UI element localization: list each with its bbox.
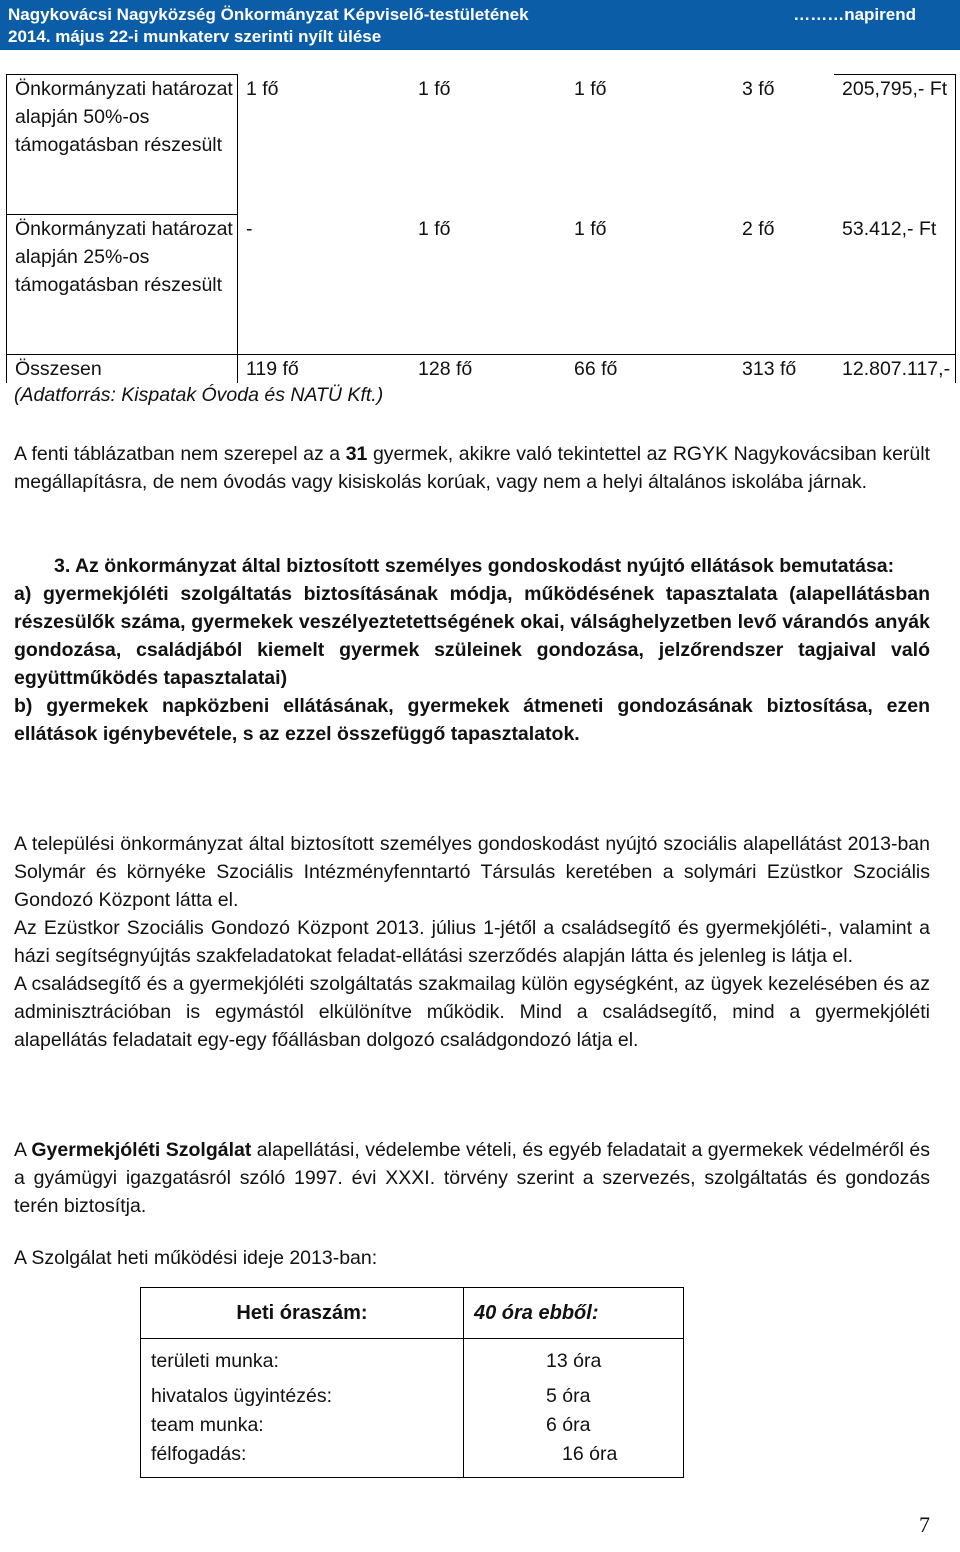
hours-labels: [141, 1339, 464, 1478]
bold-number: 31: [345, 443, 368, 465]
row-label: Összesen: [7, 355, 238, 384]
table-row: [7, 215, 956, 355]
section-3: [14, 552, 930, 748]
header-weekly-hours: Heti óraszám:: [141, 1288, 464, 1339]
hours-label: területi munka:: [151, 1350, 279, 1372]
cell: 66 fő: [566, 355, 734, 384]
page-number: 7: [919, 1512, 930, 1537]
sentence: A családsegítő és a gyermekjóléti szolgáltatás szakmailag külön egységként, az ügyek kezelésében és az adminisztrációban is egymástól elkülönítve működik. Mind a családsegítő, mind a gyermekjóléti alapellátás feladatait egy-egy főállásban dolgozó családgondozó látja el.: [14, 973, 930, 1051]
paragraph-child-welfare: [14, 1136, 930, 1220]
text-span: gyermek, akikre való tekintettel az RGYK Nagykovácsiban került megállapításra, de nem óvodás vagy kisiskolás korúak, vagy nem a helyi általános iskolába járnak.: [14, 443, 931, 493]
hours-values: [464, 1339, 684, 1478]
section-item-b: b) gyermekek napközbeni ellátásának, gyermekek átmeneti gondozásának biztosítása, ezen ellátások igénybevétele, s az ezzel összefüggő tapasztalatok.: [14, 695, 930, 745]
text-span: A fenti táblázatban nem szerepel az a: [14, 443, 346, 465]
hours-table: [140, 1287, 684, 1478]
row-label: Önkormányzati határozat alapján 50%-os támogatásban részesült: [7, 75, 238, 215]
cell: 3 fő: [742, 77, 775, 100]
sentence: Az Ezüstkor Szociális Gondozó Központ 2013. július 1-jétől a családsegítő és gyermekjóléti-, valamint a házi segítségnyújtás szakfeladatokat feladat-ellátási szerződés alapján látta és jelenleg is látja el.: [14, 917, 930, 967]
hours-value: 16 óra: [562, 1443, 618, 1465]
hours-value: 13 óra: [546, 1350, 602, 1372]
sentence: A települési önkormányzat által biztosított személyes gondoskodást nyújtó szociális alapellátást 2013-ban Solymár és környéke Szociális Intézményfenntartó Társulás keretében a solymári Ezüstkor Szociális Gondozó Központ látta el.: [14, 833, 930, 911]
cell: 128 fő: [410, 355, 566, 384]
header-agenda: ………napirend: [793, 5, 916, 24]
paragraph-working-hours: A Szolgálat heti működési ideje 2013-ban:: [14, 1247, 378, 1269]
hours-label: félfogadás:: [151, 1443, 247, 1465]
header-subtitle: 2014. május 22-i munkaterv szerinti nyílt ülése: [8, 27, 382, 46]
cell: 1 fő: [418, 217, 451, 240]
cell: 1 fő: [246, 77, 279, 100]
row-label: Önkormányzati határozat alapján 25%-os támogatásban részesült: [7, 215, 238, 355]
cell: 1 fő: [574, 77, 607, 100]
paragraph-social-care: [14, 830, 930, 1054]
support-stats-table: [6, 74, 956, 383]
paragraph-31-children: [14, 440, 930, 496]
section-heading: 3. Az önkormányzat által biztosított személyes gondoskodást nyújtó ellátások bemutatása:: [54, 555, 895, 577]
table-row: [7, 75, 956, 215]
header-total-hours: 40 óra ebből:: [464, 1288, 684, 1339]
cell: 1 fő: [418, 77, 451, 100]
cell: 1 fő: [574, 217, 607, 240]
cell: 53.412,- Ft: [834, 215, 956, 355]
table-row: [7, 355, 956, 384]
table-body-row: [141, 1339, 684, 1478]
text-span: A: [14, 1139, 32, 1161]
cell: 119 fő: [238, 355, 411, 384]
cell: 12.807.117,-: [834, 355, 956, 384]
page-header: [0, 0, 960, 50]
hours-value: 6 óra: [546, 1414, 591, 1436]
bold-name: Gyermekjóléti Szolgálat: [31, 1139, 252, 1161]
header-title: Nagykovácsi Nagyközség Önkormányzat Képviselő-testületének: [8, 5, 529, 24]
hours-label: hivatalos ügyintézés:: [151, 1385, 333, 1407]
section-item-a: a) gyermekjóléti szolgáltatás biztosításának módja, működésének tapasztalata (alapellátásban részesülők száma, gyermekek veszélyeztetettségének okai, válsághelyzetben levő várandós anyák gondozása, családjából kiemelt gyermek szüleinek gondozása, jelzőrendszer tagjaival való együttműködés tapasztalatai): [14, 583, 930, 689]
cell: 2 fő: [742, 217, 775, 240]
text-span: alapellátási, védelembe vételi, és egyéb feladatait a gyermekek védelméről és a gyámügyi igazgatásról szóló 1997. évi XXXI. törvény szerint a szervezés, szolgáltatás és gondozás terén biztosítja.: [14, 1139, 930, 1217]
hours-value: 5 óra: [546, 1385, 591, 1407]
cell: 313 fő: [734, 355, 834, 384]
cell: 205,795,- Ft: [834, 75, 956, 215]
data-source-note: (Adatforrás: Kispatak Óvoda és NATÜ Kft.): [14, 384, 384, 406]
table-header-row: [141, 1288, 684, 1339]
cell: -: [246, 217, 253, 240]
hours-label: team munka:: [151, 1414, 264, 1436]
